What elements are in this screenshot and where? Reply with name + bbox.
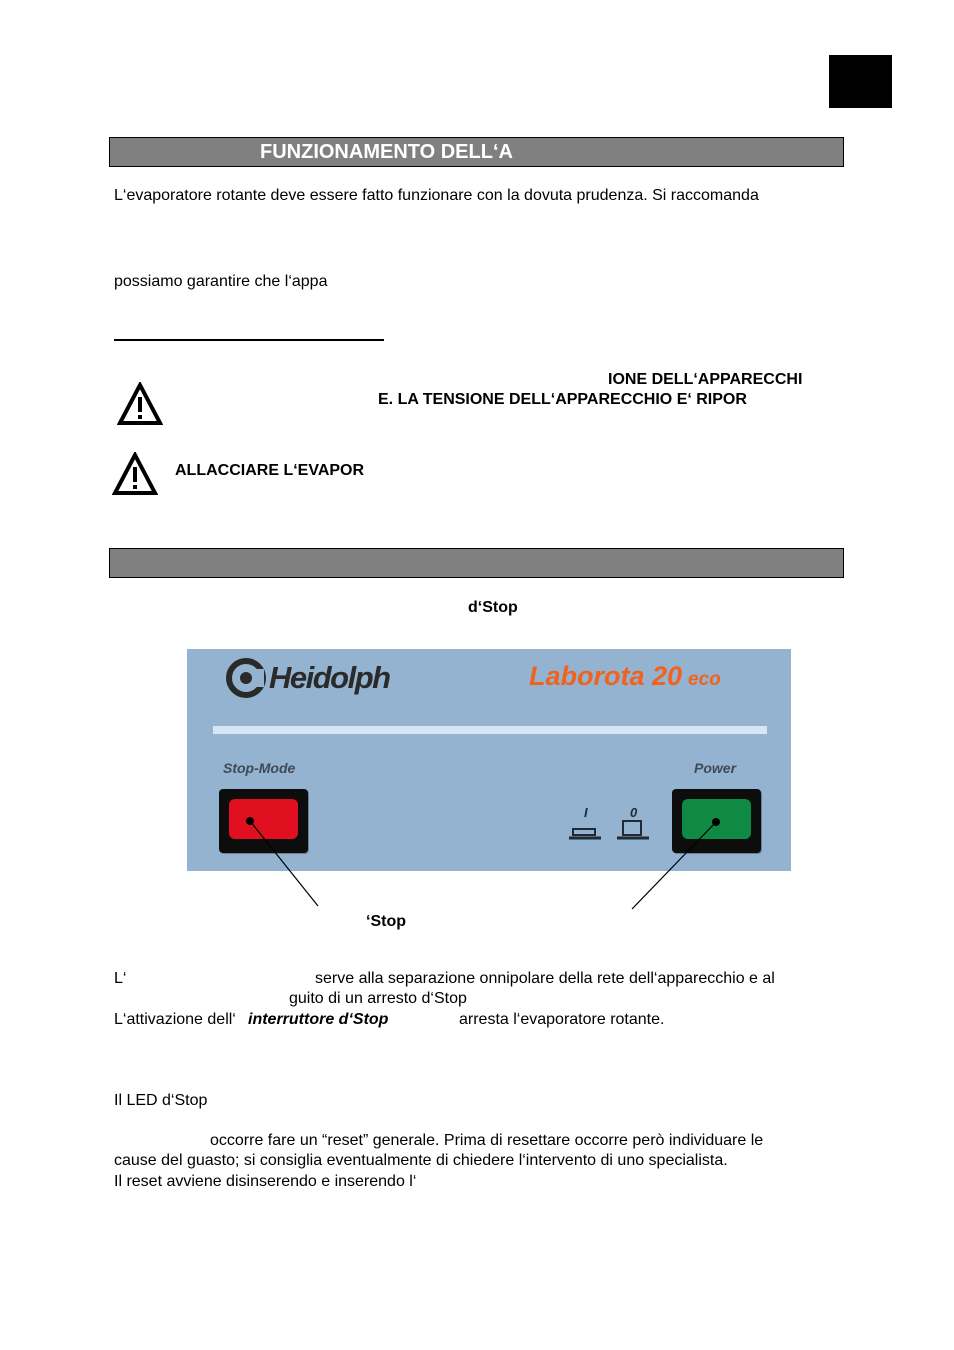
divider-rule [114,339,384,341]
switch-on-label: I [584,805,588,820]
panel-stripe [213,726,767,734]
section-header-2 [109,548,844,578]
power-key[interactable] [672,789,761,853]
switch-off-label: 0 [630,805,638,820]
stop-mode-label: Stop-Mode [223,760,296,776]
warning-text-1a: IONE DELL‘APPARECCHI [608,371,803,388]
control-panel-image [187,649,791,871]
warning-text-2: ALLACCIARE L‘EVAPOR [175,462,365,479]
body-p2-end: arresta l‘evaporatore rotante. [459,1011,665,1028]
figure-caption-top: d‘Stop [468,599,518,616]
body-p1-start: L‘ [114,970,127,987]
body-p4-line2: cause del guasto; si consiglia eventualmente di chiedere l‘intervento di uno specialista. [114,1152,728,1169]
switch-off-icon [615,819,651,843]
section-title: FUNZIONAMENTO DELL‘A [260,141,513,163]
model-suffix: eco [688,669,721,690]
intro-line-2: possiamo garantire che l‘appa [114,273,328,290]
body-p3: Il LED d‘Stop [114,1092,208,1109]
warning-icon [117,382,163,426]
power-label: Power [694,760,737,776]
heidolph-logo [225,653,390,703]
body-p1-cont: guito di un arresto d‘Stop [289,990,467,1007]
brand-name: Heidolph [269,660,390,695]
intro-line-1: L‘evaporatore rotante deve essere fatto funzionare con la dovuta prudenza. Si raccomanda [114,187,759,204]
stop-key[interactable] [219,789,308,853]
stop-key-face [229,799,298,839]
model-name [529,661,721,692]
body-p1-main: serve alla separazione onnipolare della rete dell‘apparecchio e al [315,970,775,987]
body-p4-line3: Il reset avviene disinserendo e inserendo l‘ [114,1173,417,1190]
body-p2-emphasis: interruttore d‘Stop [248,1011,389,1028]
body-p2-start: L‘attivazione dell‘ [114,1011,236,1028]
warning-icon [112,452,158,496]
switch-on-icon [567,819,603,843]
page-corner-tab [829,55,892,108]
power-key-face [682,799,751,839]
section-header-operation [109,137,844,167]
warning-text-1b: E. LA TENSIONE DELL‘APPARECCHIO E‘ RIPOR [378,391,747,408]
figure-caption-bottom: ‘Stop [366,913,406,930]
body-p4-line1: occorre fare un “reset” generale. Prima di resettare occorre però individuare le [210,1132,764,1149]
model-main: Laborota 20 [529,661,683,691]
heidolph-logo-icon [225,657,267,699]
